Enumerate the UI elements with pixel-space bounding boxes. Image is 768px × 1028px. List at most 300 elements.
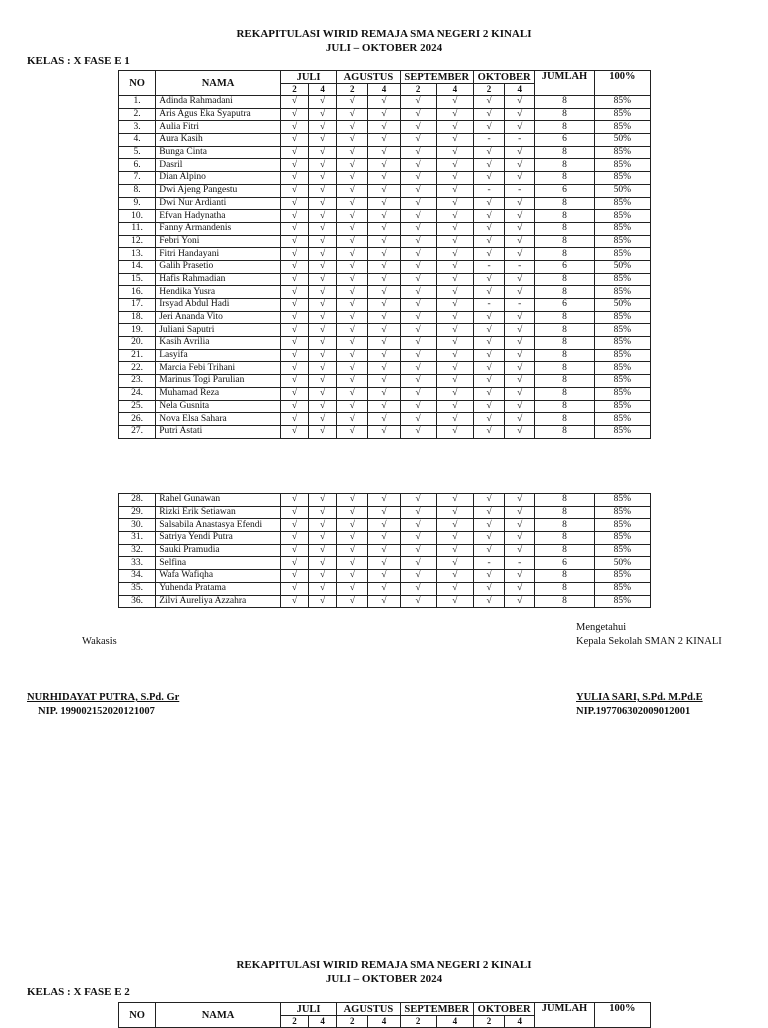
row-number: 1. bbox=[119, 96, 156, 109]
total-cell: 8 bbox=[535, 582, 594, 595]
attendance-mark: √ bbox=[505, 387, 535, 400]
total-cell: 8 bbox=[535, 146, 594, 159]
row-number: 31. bbox=[119, 532, 156, 545]
attendance-mark: √ bbox=[309, 210, 337, 223]
attendance-mark: - bbox=[505, 260, 535, 273]
attendance-mark: √ bbox=[400, 108, 436, 121]
table-row bbox=[119, 311, 651, 324]
attendance-mark: √ bbox=[505, 222, 535, 235]
percent-cell: 85% bbox=[594, 311, 650, 324]
percent-cell: 50% bbox=[594, 299, 650, 312]
attendance-mark: √ bbox=[473, 210, 504, 223]
attendance-mark: √ bbox=[473, 425, 504, 438]
attendance-mark: √ bbox=[368, 96, 400, 109]
attendance-mark: √ bbox=[505, 349, 535, 362]
table-row bbox=[119, 121, 651, 134]
attendance-mark: √ bbox=[337, 362, 368, 375]
student-name: Nela Gusnita bbox=[156, 400, 281, 413]
table-row bbox=[119, 400, 651, 413]
attendance-mark: √ bbox=[337, 286, 368, 299]
attendance-mark: √ bbox=[337, 121, 368, 134]
attendance-mark: √ bbox=[436, 248, 473, 261]
doc2-class-label: KELAS : X FASE E 2 bbox=[27, 986, 130, 998]
student-name: Sauki Pramudia bbox=[156, 544, 281, 557]
percent-cell: 85% bbox=[594, 595, 650, 608]
student-name: Wafa Wafiqha bbox=[156, 570, 281, 583]
attendance-mark: √ bbox=[400, 425, 436, 438]
attendance-mark: √ bbox=[473, 337, 504, 350]
total-cell: 8 bbox=[535, 595, 594, 608]
attendance-mark: √ bbox=[280, 273, 308, 286]
attendance-mark: √ bbox=[505, 582, 535, 595]
table-row bbox=[119, 582, 651, 595]
attendance-mark: √ bbox=[400, 248, 436, 261]
attendance-mark: √ bbox=[309, 273, 337, 286]
total-cell: 8 bbox=[535, 570, 594, 583]
percent-cell: 85% bbox=[594, 519, 650, 532]
attendance-mark: - bbox=[505, 134, 535, 147]
attendance-mark: √ bbox=[505, 400, 535, 413]
attendance-mark: √ bbox=[436, 570, 473, 583]
attendance-mark: √ bbox=[280, 159, 308, 172]
attendance-mark: √ bbox=[368, 235, 400, 248]
attendance-mark: √ bbox=[337, 222, 368, 235]
row-number: 34. bbox=[119, 570, 156, 583]
student-name: Fitri Handayani bbox=[156, 248, 281, 261]
table-row bbox=[119, 519, 651, 532]
attendance-mark: √ bbox=[436, 146, 473, 159]
attendance-mark: √ bbox=[309, 595, 337, 608]
attendance-mark: √ bbox=[309, 519, 337, 532]
attendance-mark: √ bbox=[368, 222, 400, 235]
attendance-mark: √ bbox=[280, 324, 308, 337]
attendance-mark: √ bbox=[280, 210, 308, 223]
header-oktober: OKTOBER bbox=[473, 1003, 534, 1016]
student-name: Lasyifa bbox=[156, 349, 281, 362]
student-name: Adinda Rahmadani bbox=[156, 96, 281, 109]
attendance-mark: √ bbox=[368, 324, 400, 337]
student-name: Hafis Rahmadian bbox=[156, 273, 281, 286]
doc1-title: REKAPITULASI WIRID REMAJA SMA NEGERI 2 KINALI bbox=[236, 28, 532, 40]
percent-cell: 85% bbox=[594, 375, 650, 388]
percent-cell: 85% bbox=[594, 159, 650, 172]
row-number: 6. bbox=[119, 159, 156, 172]
row-number: 19. bbox=[119, 324, 156, 337]
attendance-mark: √ bbox=[337, 387, 368, 400]
total-cell: 8 bbox=[535, 311, 594, 324]
header-week: 4 bbox=[505, 1016, 535, 1028]
attendance-mark: √ bbox=[337, 544, 368, 557]
attendance-mark: √ bbox=[309, 349, 337, 362]
attendance-mark: √ bbox=[473, 570, 504, 583]
attendance-mark: √ bbox=[473, 324, 504, 337]
attendance-mark: √ bbox=[337, 248, 368, 261]
attendance-mark: √ bbox=[368, 286, 400, 299]
attendance-mark: √ bbox=[400, 413, 436, 426]
table-row bbox=[119, 248, 651, 261]
percent-cell: 85% bbox=[594, 362, 650, 375]
table-1-body bbox=[119, 96, 651, 439]
total-cell: 8 bbox=[535, 96, 594, 109]
total-cell: 8 bbox=[535, 532, 594, 545]
row-number: 4. bbox=[119, 134, 156, 147]
table-row bbox=[119, 96, 651, 109]
student-name: Marcia Febi Trihani bbox=[156, 362, 281, 375]
percent-cell: 85% bbox=[594, 273, 650, 286]
header-nama: NAMA bbox=[156, 71, 281, 96]
attendance-mark: √ bbox=[368, 595, 400, 608]
attendance-mark: √ bbox=[400, 349, 436, 362]
percent-cell: 50% bbox=[594, 260, 650, 273]
attendance-mark: √ bbox=[280, 299, 308, 312]
header-week: 4 bbox=[436, 1016, 473, 1028]
student-name: Dian Alpino bbox=[156, 172, 281, 185]
attendance-mark: √ bbox=[280, 400, 308, 413]
attendance-mark: √ bbox=[337, 311, 368, 324]
header-week: 2 bbox=[337, 84, 368, 96]
attendance-mark: √ bbox=[473, 159, 504, 172]
percent-cell: 85% bbox=[594, 506, 650, 519]
attendance-mark: √ bbox=[505, 494, 535, 507]
attendance-mark: √ bbox=[473, 506, 504, 519]
attendance-mark: √ bbox=[436, 222, 473, 235]
attendance-mark: √ bbox=[309, 248, 337, 261]
header-week: 2 bbox=[473, 84, 504, 96]
attendance-mark: √ bbox=[309, 197, 337, 210]
attendance-mark: √ bbox=[400, 557, 436, 570]
attendance-mark: √ bbox=[505, 159, 535, 172]
attendance-mark: √ bbox=[400, 235, 436, 248]
student-name: Salsabila Anastasya Efendi bbox=[156, 519, 281, 532]
attendance-mark: √ bbox=[309, 400, 337, 413]
attendance-mark: √ bbox=[309, 544, 337, 557]
percent-cell: 85% bbox=[594, 532, 650, 545]
percent-cell: 85% bbox=[594, 494, 650, 507]
attendance-mark: √ bbox=[337, 172, 368, 185]
header-week: 4 bbox=[505, 84, 535, 96]
attendance-mark: √ bbox=[473, 519, 504, 532]
table-row bbox=[119, 362, 651, 375]
attendance-mark: √ bbox=[505, 96, 535, 109]
attendance-mark: √ bbox=[280, 337, 308, 350]
table-row bbox=[119, 595, 651, 608]
sign-left-name: NURHIDAYAT PUTRA, S.Pd. Gr bbox=[27, 692, 180, 703]
student-name: Dwi Nur Ardianti bbox=[156, 197, 281, 210]
attendance-mark: √ bbox=[505, 425, 535, 438]
student-name: Aris Agus Eka Syaputra bbox=[156, 108, 281, 121]
attendance-mark: √ bbox=[280, 311, 308, 324]
attendance-mark: √ bbox=[280, 146, 308, 159]
table-row bbox=[119, 273, 651, 286]
row-number: 16. bbox=[119, 286, 156, 299]
total-cell: 8 bbox=[535, 375, 594, 388]
attendance-mark: √ bbox=[436, 121, 473, 134]
attendance-mark: √ bbox=[337, 595, 368, 608]
student-name: Irsyad Abdul Hadi bbox=[156, 299, 281, 312]
attendance-mark: √ bbox=[280, 362, 308, 375]
attendance-mark: √ bbox=[436, 349, 473, 362]
attendance-mark: - bbox=[473, 134, 504, 147]
attendance-mark: √ bbox=[280, 96, 308, 109]
percent-cell: 50% bbox=[594, 184, 650, 197]
attendance-mark: √ bbox=[436, 425, 473, 438]
attendance-mark: √ bbox=[505, 197, 535, 210]
attendance-mark: √ bbox=[436, 299, 473, 312]
attendance-mark: √ bbox=[280, 222, 308, 235]
attendance-mark: √ bbox=[505, 235, 535, 248]
attendance-mark: √ bbox=[400, 146, 436, 159]
attendance-mark: √ bbox=[436, 260, 473, 273]
attendance-mark: √ bbox=[400, 96, 436, 109]
attendance-mark: √ bbox=[505, 273, 535, 286]
attendance-mark: √ bbox=[337, 506, 368, 519]
student-name: Jeri Ananda Vito bbox=[156, 311, 281, 324]
header-juli: JULI bbox=[280, 1003, 336, 1016]
attendance-mark: √ bbox=[309, 235, 337, 248]
attendance-mark: √ bbox=[337, 519, 368, 532]
attendance-mark: √ bbox=[436, 159, 473, 172]
attendance-mark: √ bbox=[309, 532, 337, 545]
attendance-mark: √ bbox=[280, 582, 308, 595]
header-percent: 100% bbox=[594, 1003, 650, 1028]
attendance-mark: √ bbox=[505, 570, 535, 583]
total-cell: 8 bbox=[535, 362, 594, 375]
attendance-mark: √ bbox=[280, 134, 308, 147]
total-cell: 8 bbox=[535, 413, 594, 426]
student-name: Rahel Gunawan bbox=[156, 494, 281, 507]
attendance-mark: √ bbox=[473, 235, 504, 248]
attendance-mark: √ bbox=[436, 519, 473, 532]
header-week: 2 bbox=[400, 1016, 436, 1028]
attendance-mark: √ bbox=[400, 134, 436, 147]
table-row bbox=[119, 210, 651, 223]
total-cell: 8 bbox=[535, 210, 594, 223]
attendance-mark: √ bbox=[400, 582, 436, 595]
table-row bbox=[119, 544, 651, 557]
table-row bbox=[119, 235, 651, 248]
attendance-mark: √ bbox=[473, 286, 504, 299]
attendance-mark: √ bbox=[473, 375, 504, 388]
attendance-mark: √ bbox=[436, 506, 473, 519]
attendance-mark: √ bbox=[505, 210, 535, 223]
table-row bbox=[119, 260, 651, 273]
attendance-mark: √ bbox=[368, 582, 400, 595]
attendance-mark: √ bbox=[309, 387, 337, 400]
student-name: Juliani Saputri bbox=[156, 324, 281, 337]
attendance-mark: √ bbox=[505, 172, 535, 185]
attendance-mark: √ bbox=[280, 413, 308, 426]
total-cell: 6 bbox=[535, 134, 594, 147]
attendance-mark: √ bbox=[368, 494, 400, 507]
row-number: 7. bbox=[119, 172, 156, 185]
header-september: SEPTEMBER bbox=[400, 71, 473, 84]
percent-cell: 50% bbox=[594, 557, 650, 570]
attendance-mark: √ bbox=[400, 222, 436, 235]
row-number: 28. bbox=[119, 494, 156, 507]
attendance-mark: √ bbox=[368, 570, 400, 583]
attendance-mark: √ bbox=[505, 595, 535, 608]
table-row bbox=[119, 134, 651, 147]
attendance-mark: √ bbox=[309, 311, 337, 324]
attendance-mark: √ bbox=[436, 362, 473, 375]
attendance-mark: √ bbox=[436, 134, 473, 147]
percent-cell: 85% bbox=[594, 210, 650, 223]
attendance-mark: √ bbox=[505, 519, 535, 532]
row-number: 21. bbox=[119, 349, 156, 362]
attendance-mark: √ bbox=[400, 387, 436, 400]
table-row bbox=[119, 506, 651, 519]
total-cell: 8 bbox=[535, 286, 594, 299]
attendance-mark: √ bbox=[368, 159, 400, 172]
attendance-mark: √ bbox=[400, 172, 436, 185]
sign-right-role: Kepala Sekolah SMAN 2 KINALI bbox=[576, 636, 722, 647]
attendance-mark: √ bbox=[337, 413, 368, 426]
attendance-mark: √ bbox=[400, 159, 436, 172]
total-cell: 6 bbox=[535, 557, 594, 570]
attendance-mark: √ bbox=[368, 557, 400, 570]
attendance-mark: - bbox=[505, 184, 535, 197]
attendance-mark: √ bbox=[309, 570, 337, 583]
attendance-mark: √ bbox=[436, 286, 473, 299]
table-row bbox=[119, 324, 651, 337]
attendance-mark: √ bbox=[368, 506, 400, 519]
attendance-mark: √ bbox=[337, 299, 368, 312]
attendance-mark: √ bbox=[505, 108, 535, 121]
row-number: 25. bbox=[119, 400, 156, 413]
total-cell: 8 bbox=[535, 337, 594, 350]
attendance-mark: - bbox=[473, 299, 504, 312]
percent-cell: 85% bbox=[594, 286, 650, 299]
table-row bbox=[119, 184, 651, 197]
attendance-mark: √ bbox=[309, 299, 337, 312]
attendance-mark: √ bbox=[400, 362, 436, 375]
attendance-mark: √ bbox=[368, 532, 400, 545]
percent-cell: 85% bbox=[594, 544, 650, 557]
doc1-period: JULI – OKTOBER 2024 bbox=[325, 42, 443, 54]
attendance-mark: √ bbox=[309, 96, 337, 109]
attendance-mark: √ bbox=[368, 108, 400, 121]
row-number: 5. bbox=[119, 146, 156, 159]
attendance-mark: √ bbox=[337, 425, 368, 438]
header-jumlah: JUMLAH bbox=[535, 1003, 594, 1028]
header-week: 2 bbox=[280, 1016, 308, 1028]
table-row bbox=[119, 159, 651, 172]
attendance-mark: √ bbox=[436, 375, 473, 388]
attendance-mark: √ bbox=[400, 210, 436, 223]
attendance-mark: - bbox=[473, 557, 504, 570]
total-cell: 8 bbox=[535, 400, 594, 413]
attendance-mark: √ bbox=[436, 557, 473, 570]
header-week: 2 bbox=[473, 1016, 504, 1028]
header-nama: NAMA bbox=[156, 1003, 281, 1028]
row-number: 18. bbox=[119, 311, 156, 324]
total-cell: 8 bbox=[535, 172, 594, 185]
attendance-mark: √ bbox=[309, 222, 337, 235]
percent-cell: 85% bbox=[594, 172, 650, 185]
attendance-mark: √ bbox=[473, 494, 504, 507]
attendance-mark: √ bbox=[473, 248, 504, 261]
student-name: Bunga Cinta bbox=[156, 146, 281, 159]
attendance-mark: √ bbox=[368, 260, 400, 273]
row-number: 3. bbox=[119, 121, 156, 134]
attendance-mark: √ bbox=[280, 248, 308, 261]
attendance-mark: √ bbox=[280, 570, 308, 583]
percent-cell: 85% bbox=[594, 108, 650, 121]
attendance-mark: √ bbox=[505, 506, 535, 519]
attendance-mark: √ bbox=[436, 172, 473, 185]
attendance-mark: √ bbox=[337, 557, 368, 570]
header-no: NO bbox=[119, 1003, 156, 1028]
percent-cell: 85% bbox=[594, 413, 650, 426]
row-number: 23. bbox=[119, 375, 156, 388]
attendance-mark: √ bbox=[473, 532, 504, 545]
attendance-mark: √ bbox=[280, 121, 308, 134]
attendance-mark: √ bbox=[309, 413, 337, 426]
attendance-mark: √ bbox=[400, 286, 436, 299]
attendance-mark: √ bbox=[368, 400, 400, 413]
total-cell: 8 bbox=[535, 273, 594, 286]
attendance-mark: √ bbox=[368, 387, 400, 400]
attendance-mark: √ bbox=[368, 273, 400, 286]
attendance-mark: - bbox=[505, 557, 535, 570]
attendance-mark: √ bbox=[309, 286, 337, 299]
percent-cell: 85% bbox=[594, 248, 650, 261]
attendance-mark: √ bbox=[505, 532, 535, 545]
attendance-mark: √ bbox=[309, 362, 337, 375]
attendance-mark: √ bbox=[368, 413, 400, 426]
attendance-mark: √ bbox=[337, 324, 368, 337]
attendance-mark: √ bbox=[280, 532, 308, 545]
attendance-mark: √ bbox=[309, 324, 337, 337]
attendance-mark: √ bbox=[280, 506, 308, 519]
table-row bbox=[119, 557, 651, 570]
attendance-mark: √ bbox=[337, 134, 368, 147]
total-cell: 6 bbox=[535, 260, 594, 273]
row-number: 14. bbox=[119, 260, 156, 273]
row-number: 26. bbox=[119, 413, 156, 426]
attendance-mark: √ bbox=[400, 595, 436, 608]
attendance-mark: √ bbox=[400, 494, 436, 507]
table-row bbox=[119, 570, 651, 583]
attendance-mark: √ bbox=[436, 273, 473, 286]
attendance-mark: √ bbox=[505, 248, 535, 261]
table-row bbox=[119, 222, 651, 235]
attendance-mark: √ bbox=[309, 375, 337, 388]
percent-cell: 85% bbox=[594, 337, 650, 350]
table-row bbox=[119, 337, 651, 350]
attendance-mark: √ bbox=[400, 311, 436, 324]
attendance-mark: √ bbox=[368, 311, 400, 324]
header-jumlah: JUMLAH bbox=[535, 71, 594, 96]
attendance-mark: - bbox=[473, 260, 504, 273]
attendance-mark: √ bbox=[505, 337, 535, 350]
attendance-mark: √ bbox=[436, 582, 473, 595]
attendance-mark: √ bbox=[337, 349, 368, 362]
total-cell: 8 bbox=[535, 425, 594, 438]
sign-right-nip: NIP.197706302009012001 bbox=[576, 706, 691, 717]
attendance-mark: √ bbox=[400, 506, 436, 519]
attendance-mark: √ bbox=[436, 235, 473, 248]
student-name: Satriya Yendi Putra bbox=[156, 532, 281, 545]
attendance-mark: √ bbox=[368, 134, 400, 147]
attendance-mark: √ bbox=[473, 413, 504, 426]
attendance-mark: √ bbox=[337, 159, 368, 172]
attendance-mark: √ bbox=[400, 519, 436, 532]
student-name: Galih Prasetio bbox=[156, 260, 281, 273]
row-number: 32. bbox=[119, 544, 156, 557]
percent-cell: 85% bbox=[594, 121, 650, 134]
sign-left-nip: NIP. 199002152020121007 bbox=[38, 706, 155, 717]
